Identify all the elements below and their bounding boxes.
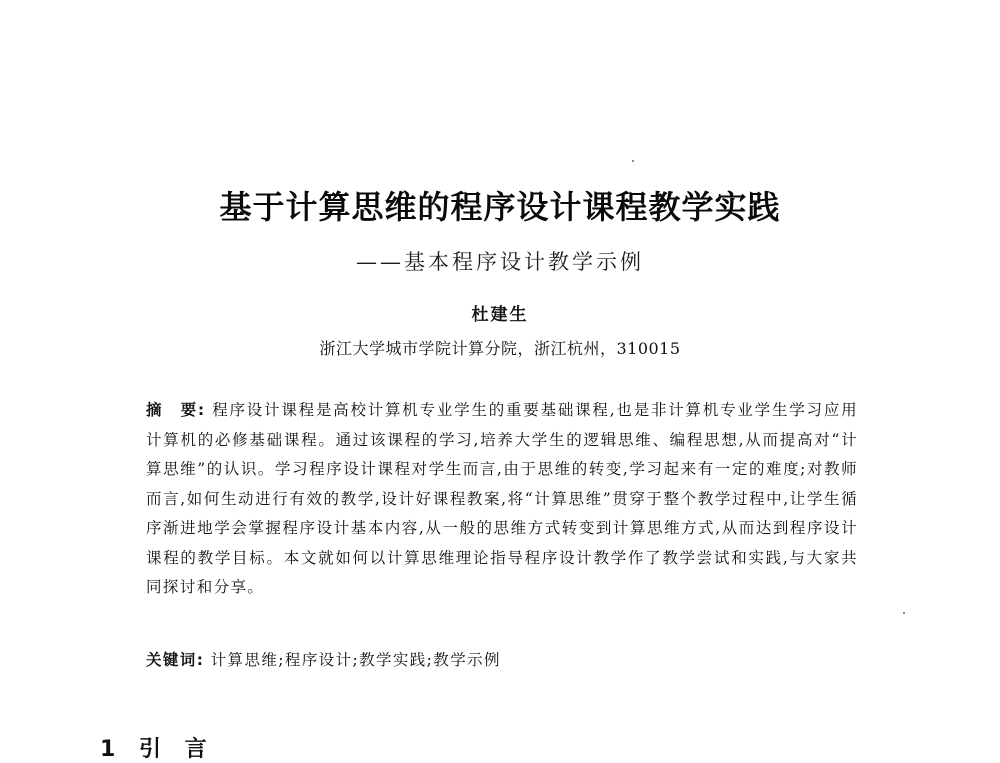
scan-speck	[632, 160, 634, 162]
paper-subtitle: ——基本程序设计教学示例	[356, 250, 644, 274]
abstract-label: 摘 要	[146, 401, 198, 419]
author-name: 杜建生	[471, 305, 529, 325]
keywords-label: 关键词	[146, 651, 197, 669]
abstract-text: 程序设计课程是高校计算机专业学生的重要基础课程,也是非计算机专业学生学习应用计算机的必修基础课程。通过该课程的学习,培养大学生的逻辑思维、编程思想,从而提高对“计算思维”的认识。学习程序设计课程对学生而言,由于思维的转变,学习起来有一定的难度;对教师而言,如何生动进行有效的教学,设计好课程教案,将“计算思维”贯穿于整个教学过程中,让学生循序渐进地学会掌握程序设计基本内容,从一般的思维方式转变到计算思维方式,从而达到程序设计课程的教学目标。本文就如何以计算思维理论指导程序设计教学作了教学尝试和实践,与大家共同探讨和分享。	[146, 401, 859, 596]
keywords-line	[146, 648, 858, 670]
keywords-separator: :	[196, 651, 205, 669]
section-heading-introduction: 1 引 言	[100, 737, 215, 762]
abstract-paragraph	[146, 396, 858, 603]
scan-speck	[903, 612, 905, 614]
author-affiliation: 浙江大学城市学院计算分院，浙江杭州，310015	[319, 339, 681, 358]
paper-title: 基于计算思维的程序设计课程教学实践	[219, 188, 781, 226]
keywords-text: 计算思维;程序设计;教学实践;教学示例	[210, 651, 501, 669]
abstract-separator: :	[197, 401, 206, 419]
